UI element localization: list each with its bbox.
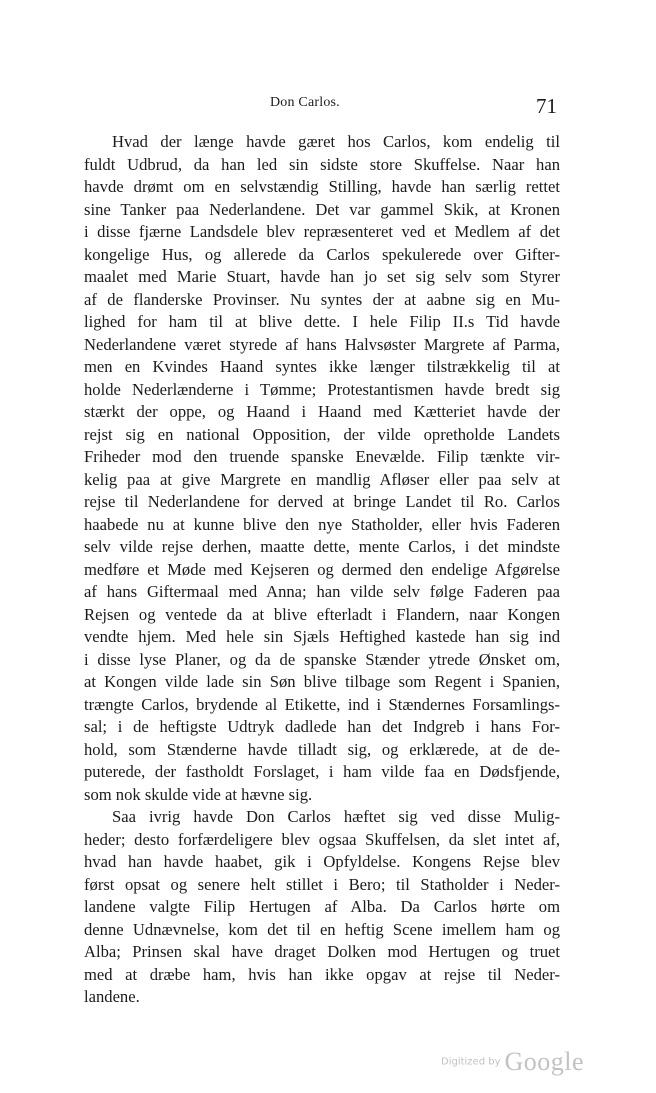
text-line: medføre et Møde med Kejseren og dermed den endelige Afgørelse: [84, 559, 560, 579]
text-line: rejst sig en national Opposition, der vilde opretholde Landets: [84, 424, 560, 444]
text-line: sal; i de heftigste Udtryk dadlede han det Indgreb i hans For-: [84, 717, 560, 736]
text-line: af de flanderske Provinser. Nu syntes der at aabne sig en Mu-: [84, 289, 560, 309]
text-line: hold, som Stænderne havde tilladt sig, og erklærede, at de de-: [84, 739, 560, 759]
watermark-prefix: Digitized by: [441, 1056, 501, 1068]
text-line: Saa ivrig havde Don Carlos hæftet sig ved disse Mulig-: [112, 807, 560, 826]
text-line: sine Tanker paa Nederlandene. Det var gammel Skik, at Kronen: [84, 199, 560, 219]
digitized-watermark: [441, 1047, 584, 1077]
text-line: Alba; Prinsen skal have draget Dolken mod Hertugen og truet: [84, 942, 560, 961]
text-line: heder; desto forfærdeligere blev ogsaa Skuffelsen, da slet intet af,: [84, 829, 560, 849]
text-line: selv vilde rejse derhen, maatte dette, mente Carlos, i det mindste: [84, 537, 560, 556]
text-line: landene valgte Filip Hertugen af Alba. Da Carlos hørte om: [84, 897, 560, 916]
text-line: kelig paa at give Margrete en mandlig Afløser eller paa selv at: [84, 469, 560, 489]
text-line: fuldt Udbrud, da han led sin sidste store Skuffelse. Naar han: [84, 154, 560, 174]
text-line: med at dræbe ham, hvis han ikke opgav at rejse til Neder-: [84, 964, 560, 984]
text-line: havde drømt om en selvstændig Stilling, havde han særlig rettet: [84, 177, 560, 196]
text-line: Hvad der længe havde gæret hos Carlos, kom endelig til: [112, 132, 560, 151]
body-text: [84, 131, 560, 1009]
text-line: først opsat og senere helt stillet i Bero; til Statholder i Neder-: [84, 874, 560, 894]
text-line: puterede, der fastholdt Forslaget, i ham vilde faa en Dødsfjende,: [84, 762, 560, 781]
text-line: landene.: [84, 987, 140, 1006]
page-number: 71: [536, 94, 557, 118]
text-line: haabede nu at kunne blive den nye Statholder, eller hvis Faderen: [84, 514, 560, 534]
text-line: trængte Carlos, brydende al Etikette, ind i Stændernes Forsamlings-: [84, 694, 560, 714]
text-line: kongelige Hus, og allerede da Carlos spekulerede over Gifter-: [84, 244, 560, 264]
text-line: stærkt der oppe, og Haand i Haand med Kætteriet havde der: [84, 402, 560, 421]
text-line: Friheder mod den truende spanske Enevælde. Filip tænkte vir-: [84, 447, 560, 466]
text-line: i disse lyse Planer, og da de spanske Stænder ytrede Ønsket om,: [84, 649, 560, 669]
text-line: men en Kvindes Haand syntes ikke længer tilstrækkelig til at: [84, 357, 560, 376]
text-line: rejse til Nederlandene for derved at bringe Landet til Ro. Carlos: [84, 492, 560, 511]
text-line: i disse fjærne Landsdele blev repræsenteret ved et Medlem af det: [84, 222, 560, 241]
text-line: af hans Giftermaal med Anna; han vilde selv følge Faderen paa: [84, 582, 560, 601]
text-line: denne Udnævnelse, kom det til en heftig Scene imellem ham og: [84, 919, 560, 939]
google-logo: Google: [504, 1047, 585, 1076]
running-title: Don Carlos.: [270, 95, 340, 110]
text-line: lighed for ham til at blive dette. I hele Filip II.s Tid havde: [84, 312, 560, 331]
text-line: at Kongen vilde lade sin Søn blive tilbage som Regent i Spanien,: [84, 672, 560, 691]
text-line: holde Nederlænderne i Tømme; Protestantismen havde bredt sig: [84, 379, 560, 399]
text-line: som nok skulde vide at hævne sig.: [84, 784, 313, 804]
text-line: vendte hjem. Med hele sin Sjæls Heftighed kastede han sig ind: [84, 627, 560, 646]
paragraph-1: [84, 131, 560, 806]
text-line: maalet med Marie Stuart, havde han jo set sig selv som Styrer: [84, 267, 560, 286]
text-line: Rejsen og ventede da at blive efterladt i Flandern, naar Kongen: [84, 604, 560, 624]
text-line: Nederlandene været styrede af hans Halvsøster Margrete af Parma,: [84, 334, 560, 354]
paragraph-2: [84, 806, 560, 1009]
text-line: hvad han havde haabet, gik i Opfyldelse. Kongens Rejse blev: [84, 852, 560, 871]
